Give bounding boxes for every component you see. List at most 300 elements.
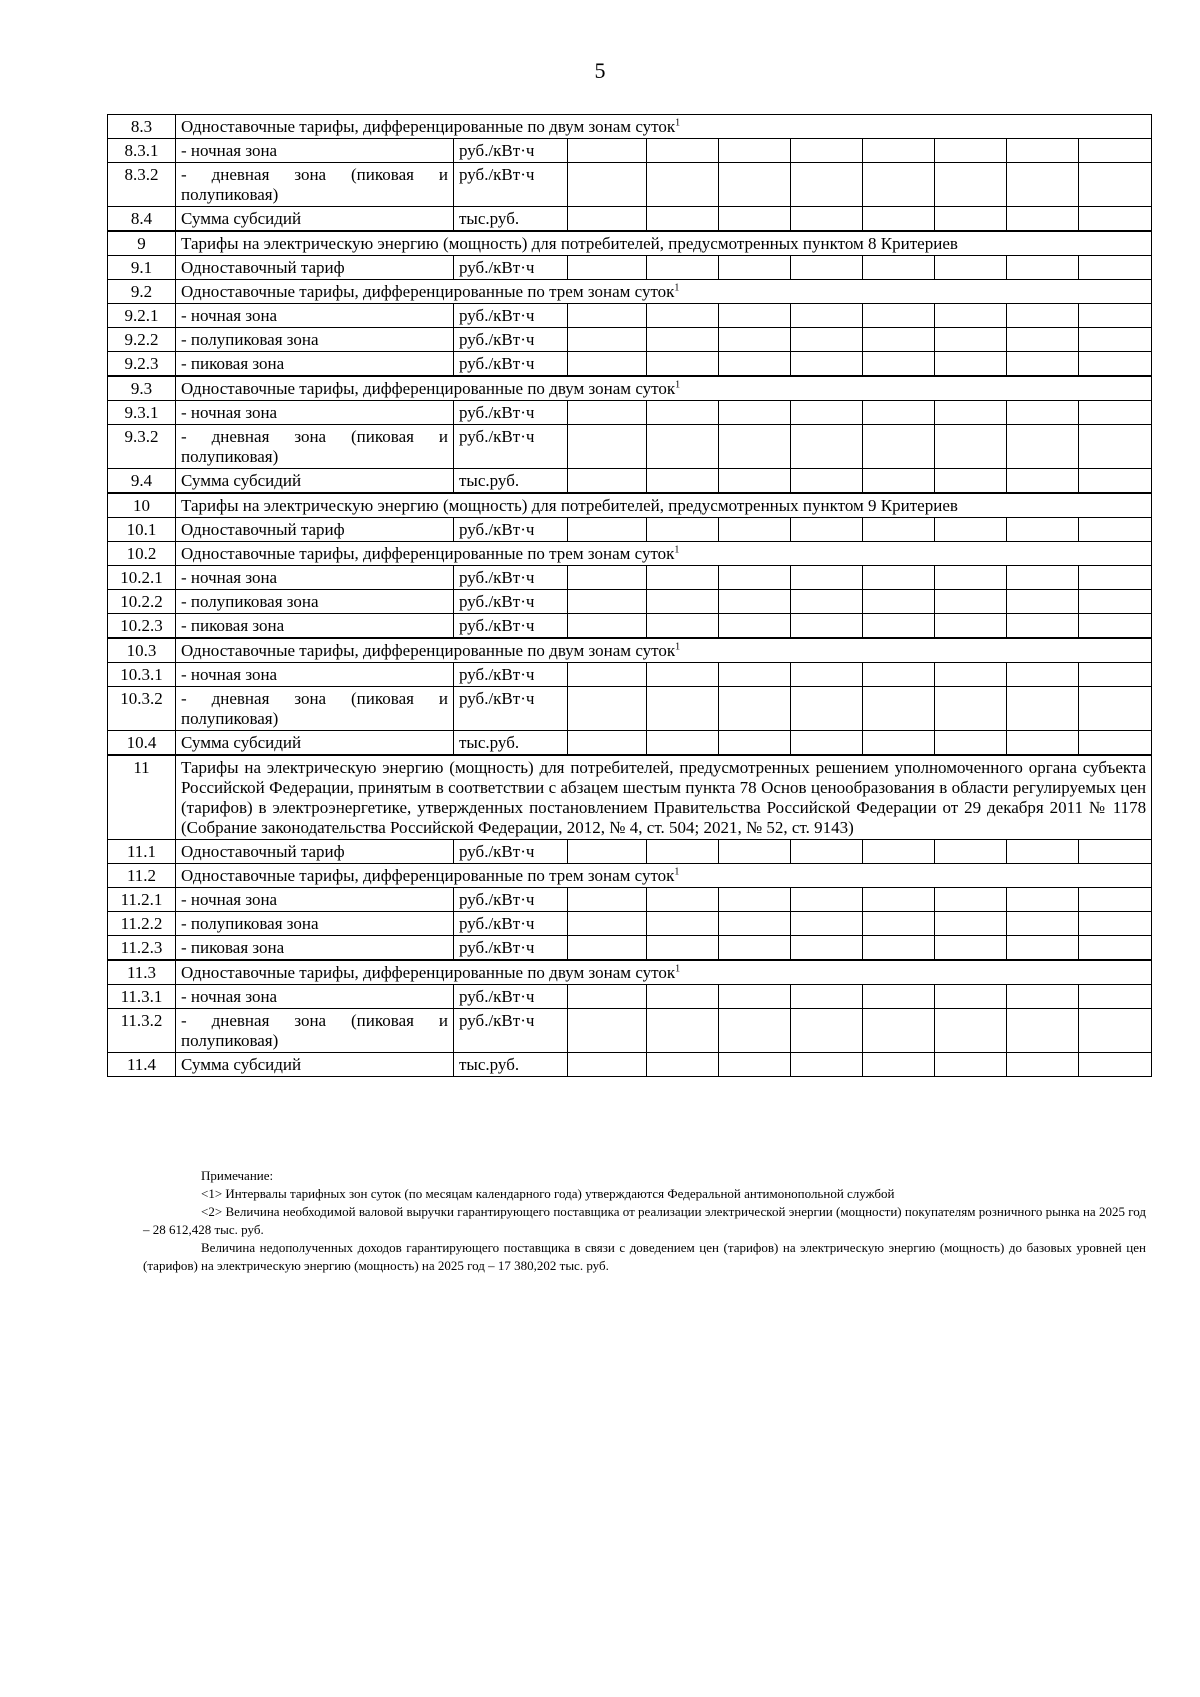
value-cell (863, 614, 935, 639)
value-cell (647, 139, 719, 163)
row-number: 8.3.1 (108, 139, 176, 163)
row-unit: руб./кВт·ч (454, 566, 568, 590)
value-cell (791, 304, 863, 328)
note-1: <1> Интервалы тарифных зон суток (по месяцам календарного года) утверждаются Федеральной антимонопольной службой (201, 1186, 895, 1201)
value-cell (791, 401, 863, 425)
value-cell (568, 985, 647, 1009)
value-cell (568, 256, 647, 280)
row-description: - дневная зона (пиковая и полупиковая) (176, 163, 454, 207)
row-unit: руб./кВт·ч (454, 518, 568, 542)
table-row (108, 985, 1152, 1009)
value-cell (1079, 1009, 1152, 1053)
row-heading-text: Тарифы на электрическую энергию (мощность) для потребителей, предусмотренных решением уполномоченного органа субъекта Российской Федерации, принятым в соответствии с абзацем шестым пункта 78 Основ ценообразования в области регулируемых цен (тарифов) в электроэнергетике, утвержденных постановлением Правительства Российской Федерации от 29 декабря 2011 № 1178 (Собрание законодательства Российской Федерации, 2012, № 4, ст. 504; 2021, № 52, ст. 9143) (181, 758, 1147, 837)
value-cell (935, 518, 1007, 542)
value-cell (568, 163, 647, 207)
value-cell (719, 912, 791, 936)
value-cell (863, 1053, 935, 1077)
value-cell (647, 469, 719, 494)
value-cell (719, 401, 791, 425)
row-description: - пиковая зона (176, 352, 454, 377)
row-unit: руб./кВт·ч (454, 663, 568, 687)
value-cell (863, 518, 935, 542)
value-cell (719, 1053, 791, 1077)
value-cell (568, 469, 647, 494)
value-cell (935, 401, 1007, 425)
value-cell (568, 912, 647, 936)
row-number: 10.4 (108, 731, 176, 756)
value-cell (647, 912, 719, 936)
value-cell (719, 469, 791, 494)
row-unit: руб./кВт·ч (454, 139, 568, 163)
value-cell (647, 985, 719, 1009)
row-heading (176, 280, 1152, 304)
value-cell (863, 163, 935, 207)
value-cell (1079, 566, 1152, 590)
value-cell (791, 518, 863, 542)
note-2: <2> Величина необходимой валовой выручки гарантирующего поставщика от реализации электрической энергии (мощности) покупателям розничного рынка на 2025 год – 28 612,428 тыс. руб. (143, 1204, 1146, 1237)
value-cell (1079, 1053, 1152, 1077)
value-cell (1007, 888, 1079, 912)
row-heading (176, 755, 1152, 840)
value-cell (1007, 566, 1079, 590)
value-cell (647, 888, 719, 912)
value-cell (1007, 731, 1079, 756)
value-cell (863, 352, 935, 377)
value-cell (568, 888, 647, 912)
row-unit: руб./кВт·ч (454, 425, 568, 469)
value-cell (719, 304, 791, 328)
value-cell (568, 139, 647, 163)
tariff-table (107, 114, 1152, 1077)
value-cell (863, 840, 935, 864)
table-row (108, 376, 1152, 401)
value-cell (863, 663, 935, 687)
value-cell (647, 304, 719, 328)
row-description: - пиковая зона (176, 936, 454, 961)
row-number: 11.1 (108, 840, 176, 864)
value-cell (647, 840, 719, 864)
value-cell (647, 590, 719, 614)
value-cell (863, 566, 935, 590)
row-number: 10.2.1 (108, 566, 176, 590)
row-unit: руб./кВт·ч (454, 304, 568, 328)
table-row (108, 542, 1152, 566)
row-heading-text: Одноставочные тарифы, дифференцированные по трем зонам суток (181, 282, 675, 301)
row-number: 9.4 (108, 469, 176, 494)
footnote-ref: 1 (674, 544, 680, 556)
table-row (108, 115, 1152, 139)
value-cell (1079, 256, 1152, 280)
table-row (108, 207, 1152, 232)
value-cell (1007, 840, 1079, 864)
value-cell (863, 207, 935, 232)
value-cell (935, 352, 1007, 377)
row-number: 10.2.3 (108, 614, 176, 639)
row-description: - полупиковая зона (176, 328, 454, 352)
value-cell (791, 985, 863, 1009)
value-cell (719, 888, 791, 912)
value-cell (568, 936, 647, 961)
value-cell (568, 566, 647, 590)
value-cell (1007, 207, 1079, 232)
value-cell (863, 731, 935, 756)
table-row (108, 687, 1152, 731)
value-cell (647, 614, 719, 639)
table-row (108, 139, 1152, 163)
value-cell (647, 207, 719, 232)
row-unit: тыс.руб. (454, 469, 568, 494)
value-cell (1079, 731, 1152, 756)
value-cell (935, 163, 1007, 207)
row-heading (176, 864, 1152, 888)
row-description: - ночная зона (176, 566, 454, 590)
row-number: 9.3 (108, 376, 176, 401)
row-heading-text: Тарифы на электрическую энергию (мощность) для потребителей, предусмотренных пунктом 8 Критериев (181, 234, 958, 253)
value-cell (719, 163, 791, 207)
value-cell (1007, 163, 1079, 207)
value-cell (935, 207, 1007, 232)
row-description: - ночная зона (176, 304, 454, 328)
table-row (108, 888, 1152, 912)
value-cell (791, 139, 863, 163)
value-cell (935, 566, 1007, 590)
value-cell (1007, 687, 1079, 731)
table-row (108, 566, 1152, 590)
row-description: - ночная зона (176, 401, 454, 425)
table-row (108, 755, 1152, 840)
footnote-ref: 1 (675, 117, 681, 129)
row-unit: руб./кВт·ч (454, 590, 568, 614)
notes-title: Примечание: (201, 1168, 274, 1183)
row-heading (176, 376, 1152, 401)
row-unit: руб./кВт·ч (454, 1009, 568, 1053)
value-cell (935, 663, 1007, 687)
value-cell (863, 401, 935, 425)
row-heading-text: Одноставочные тарифы, дифференцированные по двум зонам суток (181, 117, 676, 136)
value-cell (935, 425, 1007, 469)
value-cell (719, 936, 791, 961)
value-cell (719, 207, 791, 232)
value-cell (791, 352, 863, 377)
value-cell (863, 936, 935, 961)
value-cell (791, 207, 863, 232)
table-row (108, 912, 1152, 936)
value-cell (863, 139, 935, 163)
row-number: 11 (108, 755, 176, 840)
row-number: 8.4 (108, 207, 176, 232)
value-cell (791, 840, 863, 864)
row-description: - ночная зона (176, 139, 454, 163)
value-cell (1007, 590, 1079, 614)
value-cell (719, 1009, 791, 1053)
value-cell (1079, 328, 1152, 352)
row-number: 11.3.2 (108, 1009, 176, 1053)
value-cell (647, 352, 719, 377)
row-number: 9.2.2 (108, 328, 176, 352)
value-cell (719, 687, 791, 731)
table-row (108, 304, 1152, 328)
table-row (108, 663, 1152, 687)
row-heading (176, 493, 1152, 518)
value-cell (719, 731, 791, 756)
value-cell (719, 566, 791, 590)
note-3: Величина недополученных доходов гарантирующего поставщика в связи с доведением цен (тарифов) на электрическую энергию (мощность) до базовых уровней цен (тарифов) на электрическую энергию (мощность) на 2025 год – 17 380,202 тыс. руб. (143, 1240, 1146, 1273)
row-unit: руб./кВт·ч (454, 912, 568, 936)
footnote-ref: 1 (675, 379, 681, 391)
value-cell (647, 328, 719, 352)
value-cell (1007, 352, 1079, 377)
value-cell (1007, 139, 1079, 163)
row-description: - дневная зона (пиковая и полупиковая) (176, 687, 454, 731)
value-cell (1007, 1053, 1079, 1077)
value-cell (719, 425, 791, 469)
value-cell (791, 425, 863, 469)
page-number: 5 (594, 58, 606, 83)
row-number: 11.3.1 (108, 985, 176, 1009)
value-cell (719, 614, 791, 639)
value-cell (863, 985, 935, 1009)
table-row (108, 1009, 1152, 1053)
row-number: 9.2.1 (108, 304, 176, 328)
value-cell (1079, 139, 1152, 163)
row-description: - полупиковая зона (176, 912, 454, 936)
row-heading (176, 231, 1152, 256)
value-cell (719, 840, 791, 864)
row-unit: руб./кВт·ч (454, 401, 568, 425)
value-cell (1079, 352, 1152, 377)
row-unit: руб./кВт·ч (454, 352, 568, 377)
footnote-ref: 1 (675, 963, 681, 975)
value-cell (1007, 401, 1079, 425)
value-cell (1079, 840, 1152, 864)
value-cell (568, 304, 647, 328)
value-cell (1079, 614, 1152, 639)
row-number: 10.1 (108, 518, 176, 542)
table-row (108, 590, 1152, 614)
footnote-ref: 1 (674, 866, 680, 878)
table-row (108, 280, 1152, 304)
row-number: 9.2.3 (108, 352, 176, 377)
value-cell (791, 936, 863, 961)
value-cell (1007, 518, 1079, 542)
value-cell (1007, 425, 1079, 469)
row-unit: руб./кВт·ч (454, 985, 568, 1009)
row-unit: руб./кВт·ч (454, 614, 568, 639)
value-cell (1007, 614, 1079, 639)
value-cell (935, 469, 1007, 494)
row-unit: руб./кВт·ч (454, 163, 568, 207)
row-description: Одноставочный тариф (176, 518, 454, 542)
row-number: 11.3 (108, 960, 176, 985)
value-cell (863, 687, 935, 731)
value-cell (1007, 936, 1079, 961)
value-cell (719, 139, 791, 163)
value-cell (1079, 687, 1152, 731)
value-cell (791, 888, 863, 912)
row-heading-text: Тарифы на электрическую энергию (мощность) для потребителей, предусмотренных пунктом 9 Критериев (181, 496, 958, 515)
value-cell (568, 207, 647, 232)
value-cell (791, 590, 863, 614)
value-cell (647, 936, 719, 961)
row-number: 10.3.2 (108, 687, 176, 731)
table-row (108, 469, 1152, 494)
value-cell (935, 614, 1007, 639)
value-cell (1007, 328, 1079, 352)
value-cell (1079, 888, 1152, 912)
row-number: 11.2.2 (108, 912, 176, 936)
table-row (108, 328, 1152, 352)
row-heading-text: Одноставочные тарифы, дифференцированные по двум зонам суток (181, 379, 676, 398)
value-cell (863, 304, 935, 328)
value-cell (935, 139, 1007, 163)
value-cell (863, 1009, 935, 1053)
value-cell (1007, 985, 1079, 1009)
row-number: 9 (108, 231, 176, 256)
value-cell (791, 256, 863, 280)
value-cell (568, 401, 647, 425)
value-cell (568, 590, 647, 614)
value-cell (791, 1009, 863, 1053)
value-cell (863, 328, 935, 352)
value-cell (647, 687, 719, 731)
value-cell (863, 590, 935, 614)
table-row (108, 864, 1152, 888)
row-description: - полупиковая зона (176, 590, 454, 614)
row-number: 10.2.2 (108, 590, 176, 614)
value-cell (791, 566, 863, 590)
value-cell (935, 328, 1007, 352)
value-cell (1079, 304, 1152, 328)
value-cell (647, 1009, 719, 1053)
row-unit: руб./кВт·ч (454, 888, 568, 912)
table-row (108, 163, 1152, 207)
value-cell (568, 614, 647, 639)
value-cell (1079, 985, 1152, 1009)
value-cell (719, 328, 791, 352)
row-unit: тыс.руб. (454, 1053, 568, 1077)
value-cell (935, 888, 1007, 912)
row-description: Сумма субсидий (176, 469, 454, 494)
value-cell (568, 731, 647, 756)
value-cell (1079, 663, 1152, 687)
table-row (108, 1053, 1152, 1077)
row-unit: руб./кВт·ч (454, 256, 568, 280)
row-description: - дневная зона (пиковая и полупиковая) (176, 1009, 454, 1053)
value-cell (1079, 518, 1152, 542)
row-unit: руб./кВт·ч (454, 936, 568, 961)
value-cell (791, 912, 863, 936)
row-description: - дневная зона (пиковая и полупиковая) (176, 425, 454, 469)
row-number: 9.3.2 (108, 425, 176, 469)
value-cell (935, 912, 1007, 936)
value-cell (863, 912, 935, 936)
value-cell (791, 469, 863, 494)
value-cell (791, 731, 863, 756)
row-heading-text: Одноставочные тарифы, дифференцированные по трем зонам суток (181, 866, 675, 885)
value-cell (791, 614, 863, 639)
value-cell (935, 731, 1007, 756)
value-cell (1007, 304, 1079, 328)
value-cell (1079, 469, 1152, 494)
row-description: Сумма субсидий (176, 731, 454, 756)
row-description: - ночная зона (176, 663, 454, 687)
table-row (108, 401, 1152, 425)
value-cell (935, 1009, 1007, 1053)
value-cell (719, 352, 791, 377)
row-number: 10.3.1 (108, 663, 176, 687)
table-row (108, 518, 1152, 542)
value-cell (935, 256, 1007, 280)
row-description: Одноставочный тариф (176, 256, 454, 280)
value-cell (568, 687, 647, 731)
row-number: 11.4 (108, 1053, 176, 1077)
value-cell (647, 163, 719, 207)
value-cell (791, 1053, 863, 1077)
value-cell (935, 304, 1007, 328)
row-number: 8.3 (108, 115, 176, 139)
value-cell (1079, 425, 1152, 469)
table-row (108, 256, 1152, 280)
row-heading (176, 542, 1152, 566)
value-cell (1079, 590, 1152, 614)
row-heading-text: Одноставочные тарифы, дифференцированные по двум зонам суток (181, 963, 676, 982)
table-row (108, 840, 1152, 864)
footnote-ref: 1 (674, 282, 680, 294)
value-cell (863, 256, 935, 280)
row-number: 10.2 (108, 542, 176, 566)
row-number: 8.3.2 (108, 163, 176, 207)
row-heading-text: Одноставочные тарифы, дифференцированные по трем зонам суток (181, 544, 675, 563)
value-cell (568, 1053, 647, 1077)
row-unit: руб./кВт·ч (454, 687, 568, 731)
value-cell (791, 328, 863, 352)
value-cell (647, 566, 719, 590)
table-row (108, 352, 1152, 377)
value-cell (1007, 1009, 1079, 1053)
table-row (108, 493, 1152, 518)
value-cell (791, 687, 863, 731)
value-cell (719, 518, 791, 542)
row-number: 10 (108, 493, 176, 518)
row-description: Сумма субсидий (176, 207, 454, 232)
value-cell (647, 256, 719, 280)
value-cell (863, 888, 935, 912)
value-cell (791, 163, 863, 207)
value-cell (568, 663, 647, 687)
value-cell (1079, 401, 1152, 425)
value-cell (935, 590, 1007, 614)
value-cell (935, 985, 1007, 1009)
table-row (108, 960, 1152, 985)
table-row (108, 231, 1152, 256)
row-unit: тыс.руб. (454, 207, 568, 232)
value-cell (1007, 469, 1079, 494)
value-cell (935, 687, 1007, 731)
value-cell (647, 518, 719, 542)
row-heading (176, 638, 1152, 663)
value-cell (1007, 663, 1079, 687)
row-heading-text: Одноставочные тарифы, дифференцированные по двум зонам суток (181, 641, 676, 660)
value-cell (647, 1053, 719, 1077)
value-cell (935, 840, 1007, 864)
value-cell (568, 840, 647, 864)
table-row (108, 614, 1152, 639)
row-unit: руб./кВт·ч (454, 328, 568, 352)
table-row (108, 936, 1152, 961)
row-unit: руб./кВт·ч (454, 840, 568, 864)
value-cell (935, 936, 1007, 961)
row-unit: тыс.руб. (454, 731, 568, 756)
